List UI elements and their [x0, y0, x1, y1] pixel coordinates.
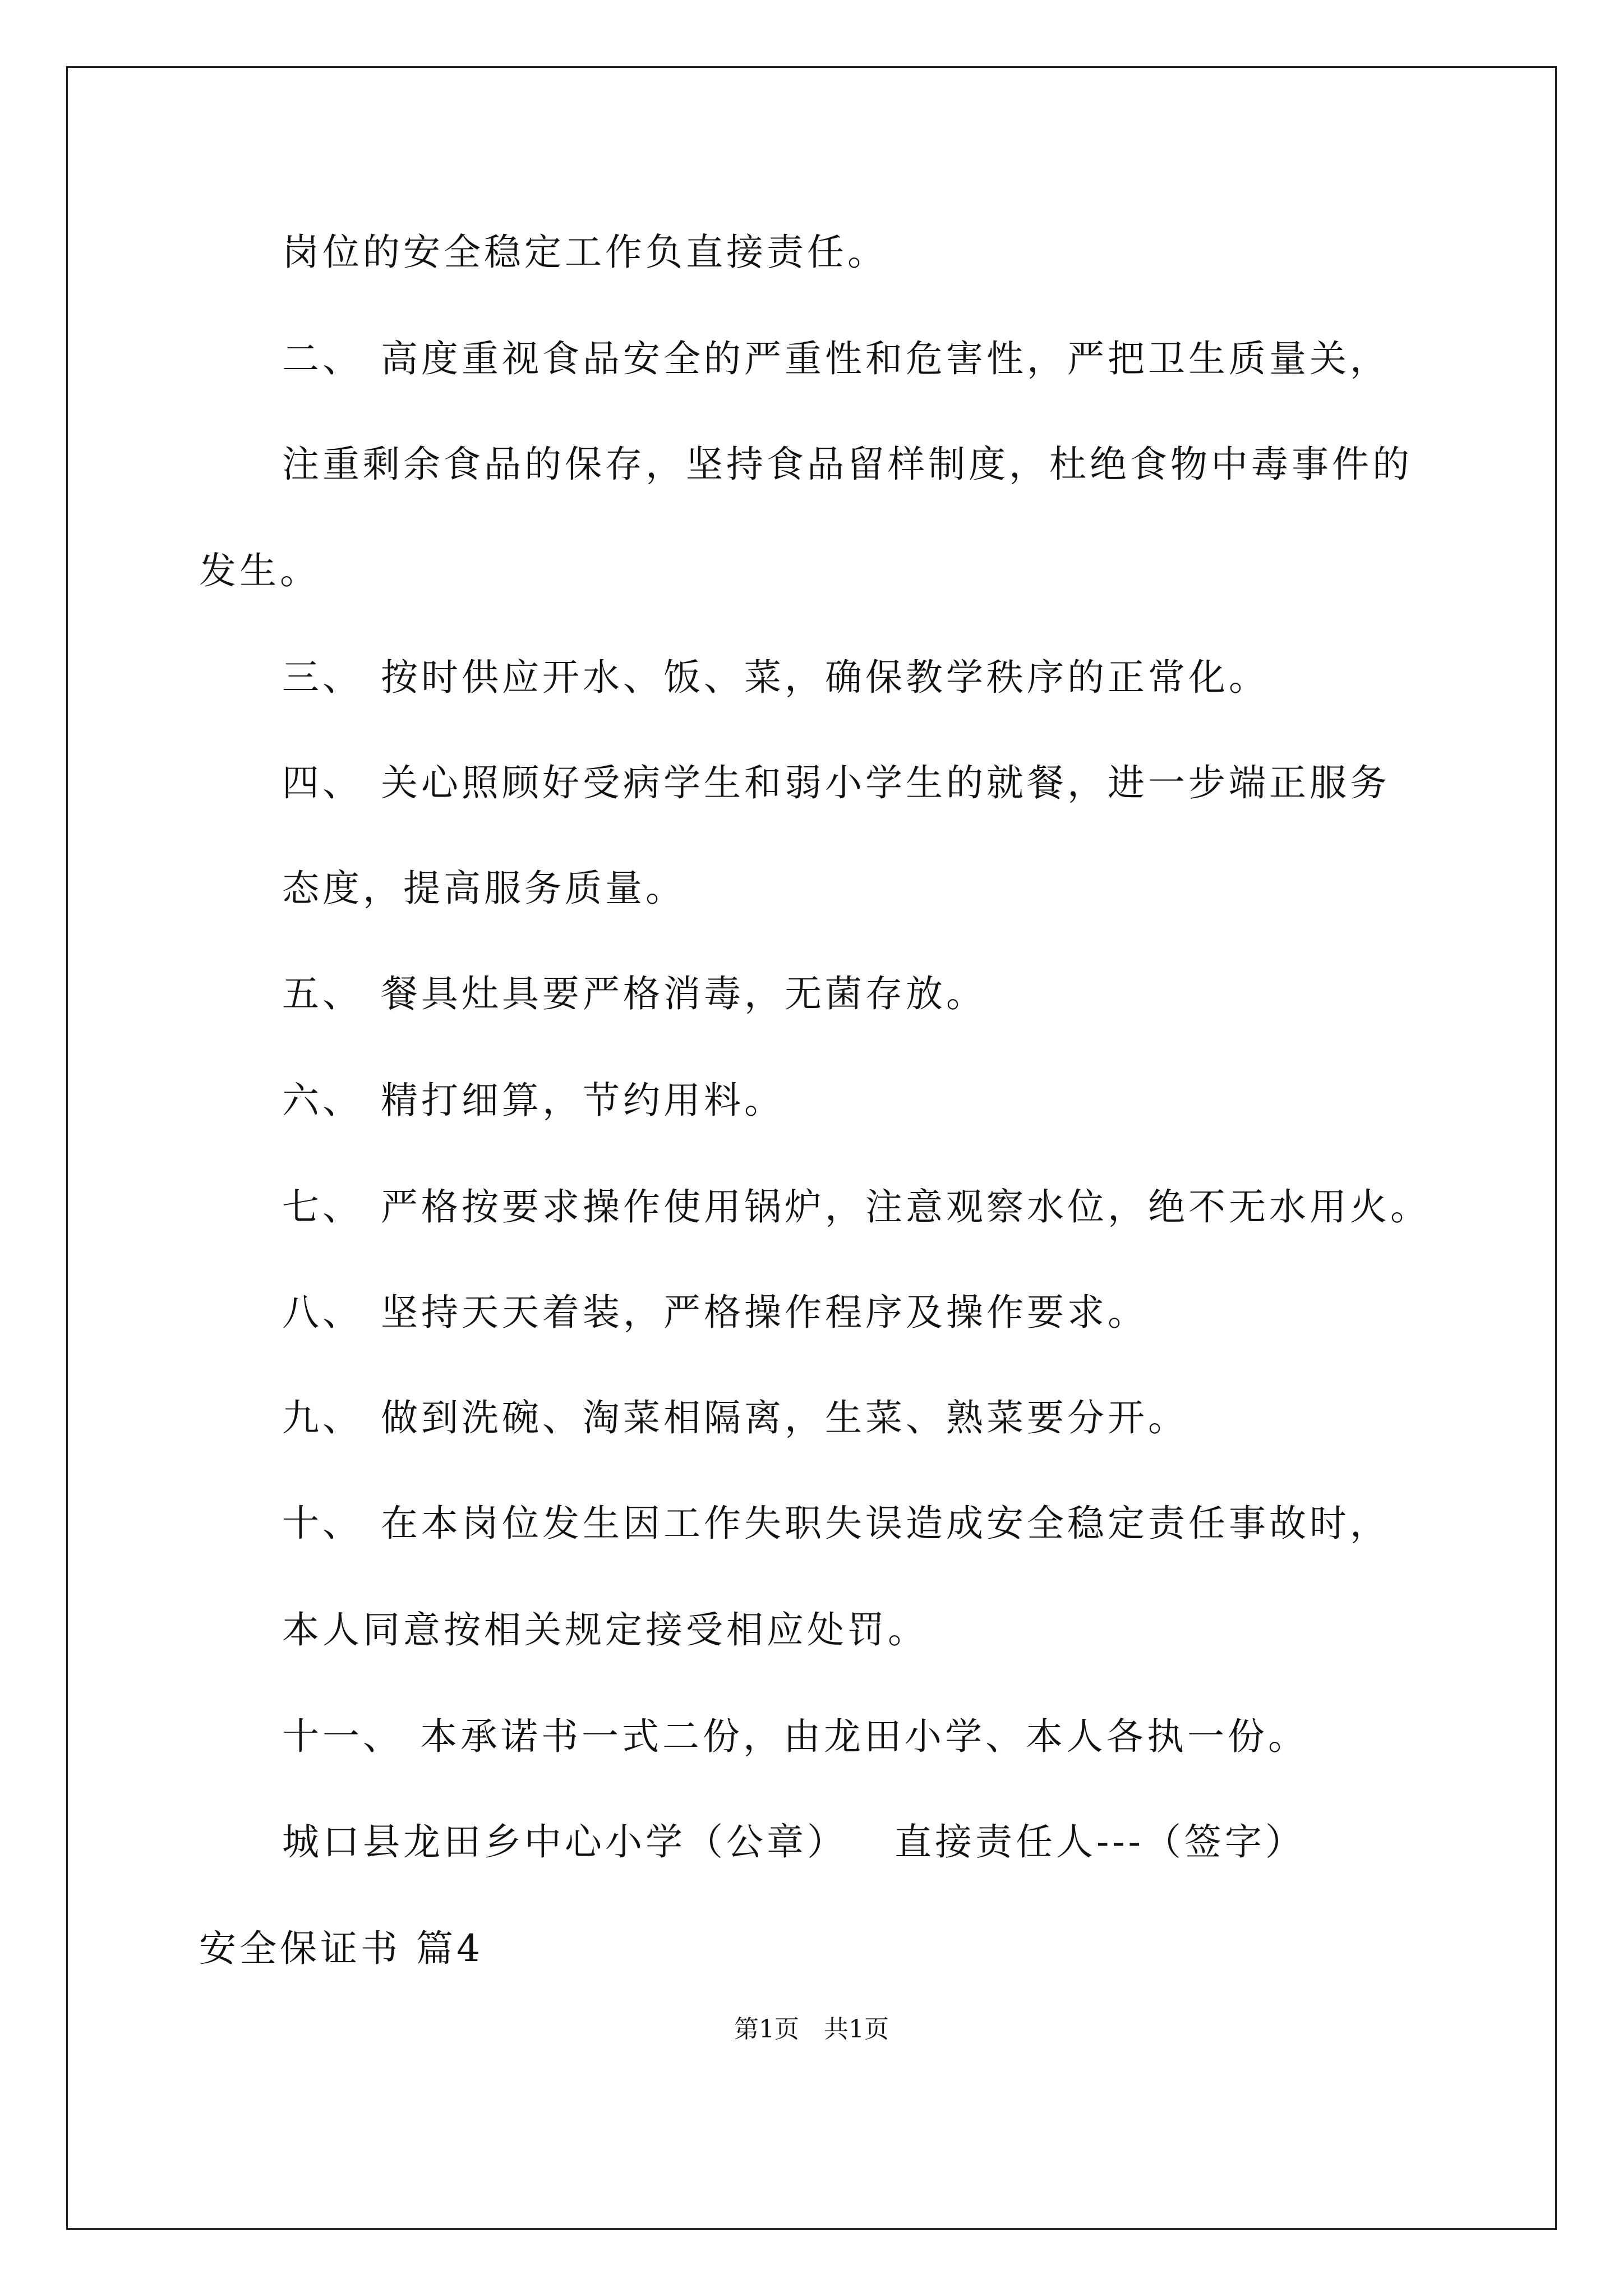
list-item-7	[282, 1185, 1431, 1230]
list-item-text: 餐具灶具要严格消毒，无菌存放。	[381, 972, 986, 1015]
list-item-number: 六、	[282, 1079, 363, 1122]
signature-organization: 城口县龙田乡中心小学（公章）	[282, 1820, 847, 1864]
section-heading: 安全保证书 篇4	[199, 1927, 483, 1970]
list-item-text: 在本岗位发生因工作失职失误造成安全稳定责任事故时，	[381, 1502, 1390, 1545]
list-item-6	[282, 1078, 785, 1123]
page-border	[66, 66, 1557, 2230]
list-item-2-continuation: 注重剩余食品的保存，坚持食品留样制度，杜绝食物中毒事件的	[282, 443, 1413, 486]
list-item-text: 关心照顾好受病学生和弱小学生的就餐，进一步端正服务	[381, 761, 1390, 804]
list-item-number: 七、	[282, 1185, 363, 1228]
list-item-text: 高度重视食品安全的严重性和危害性，严把卫生质量关，	[381, 337, 1390, 380]
list-item-number: 五、	[282, 972, 363, 1015]
list-item-11	[282, 1714, 1308, 1759]
list-item-10	[282, 1501, 1390, 1546]
list-item-8	[282, 1290, 1148, 1335]
list-item-text: 坚持天天着装，严格操作程序及操作要求。	[381, 1291, 1148, 1334]
list-item-number: 十一、	[282, 1715, 403, 1758]
list-item-2	[282, 337, 1390, 381]
signature-line	[282, 1820, 1306, 1865]
list-item-text: 做到洗碗、淘菜相隔离，生菜、熟菜要分开。	[381, 1396, 1188, 1439]
list-item-text: 按时供应开水、饭、菜，确保教学秩序的正常化。	[381, 656, 1269, 699]
list-item-5	[282, 972, 986, 1016]
list-item-text: 严格按要求操作使用锅炉，注意观察水位，绝不无水用火。	[381, 1185, 1431, 1228]
list-item-number: 二、	[282, 337, 363, 380]
page-number-footer: 第1页 共1页	[734, 2015, 889, 2044]
list-item-4-continuation: 态度，提高服务质量。	[282, 867, 686, 910]
list-item-2-continuation-2: 发生。	[199, 549, 320, 592]
list-item-number: 八、	[282, 1291, 363, 1334]
list-item-number: 四、	[282, 761, 363, 804]
list-item-number: 三、	[282, 656, 363, 699]
list-item-text: 精打细算，节约用料。	[381, 1079, 785, 1122]
list-item-number: 九、	[282, 1396, 363, 1439]
list-item-9	[282, 1396, 1188, 1441]
signature-person: 直接责任人---（签字）	[895, 1820, 1306, 1864]
list-item-3	[282, 655, 1269, 700]
body-line-1: 岗位的安全稳定工作负直接责任。	[282, 231, 888, 274]
list-item-10-continuation: 本人同意按相关规定接受相应处罚。	[282, 1608, 928, 1651]
list-item-4	[282, 761, 1390, 806]
list-item-text: 本承诺书一式二份，由龙田小学、本人各执一份。	[420, 1715, 1308, 1758]
list-item-number: 十、	[282, 1502, 363, 1545]
